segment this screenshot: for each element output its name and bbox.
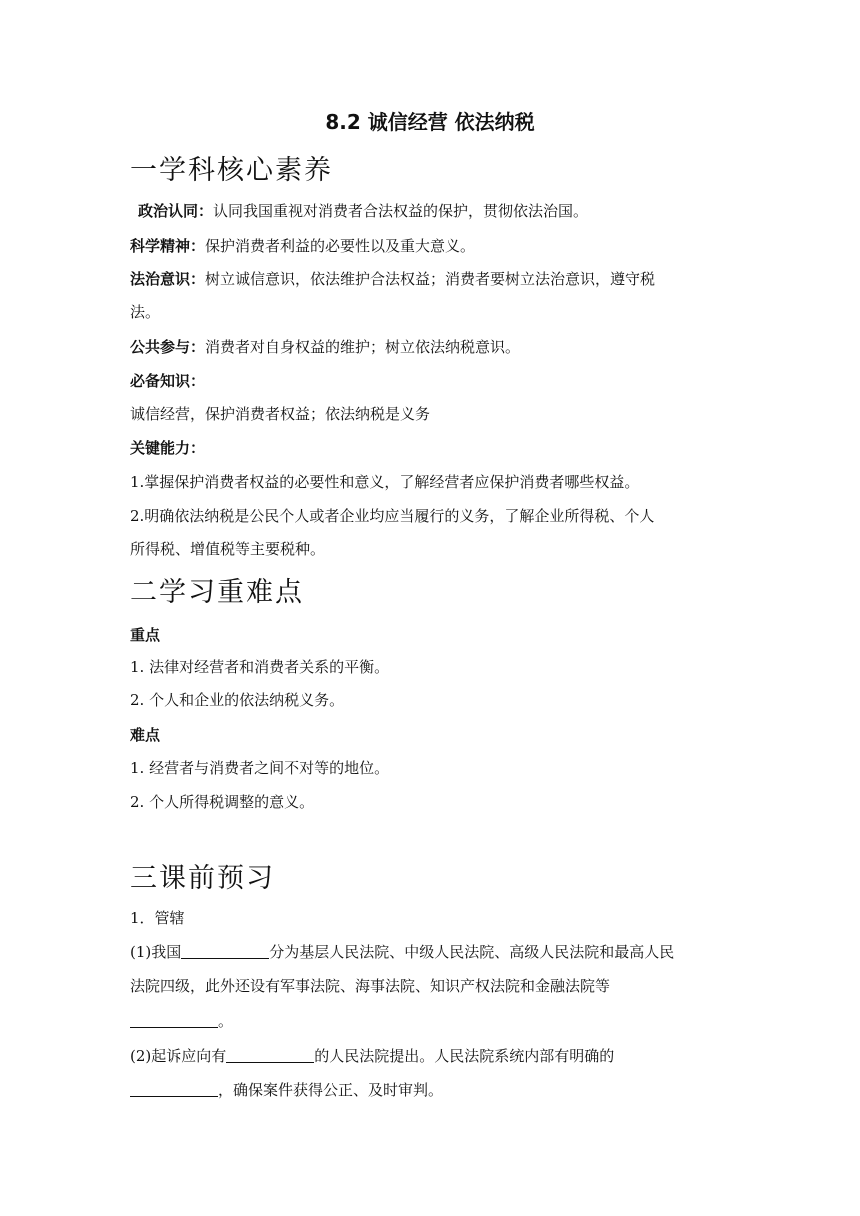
question-1-suffix: 分为基层人民法院、中级人民法院、高级人民法院和最高人民 (269, 943, 675, 961)
question-1-line-2: 法院四级，此外还设有军事法院、海事法院、知识产权法院和金融法院等 (130, 977, 611, 995)
section-heading-key-difficult-points: 二学习重难点 (130, 577, 304, 608)
section-heading-preview: 三课前预习 (130, 863, 275, 894)
text-key-ability-2-cont: 所得税、增值税等主要税种。 (130, 540, 326, 558)
paragraph-public-participation (130, 336, 740, 358)
label-rule-of-law: 法治意识： (130, 270, 206, 288)
question-1-end: 。 (218, 1012, 234, 1030)
question-2-end: ，确保案件获得公正、及时审判。 (218, 1081, 444, 1099)
text-focus-1: 1. 法律对经营者和消费者关系的平衡。 (130, 658, 390, 676)
section-heading-core-literacy: 一学科核心素养 (130, 155, 333, 186)
question-2-prefix: (2)起诉应向有 (130, 1047, 227, 1065)
question-2-suffix: 的人民法院提出。人民法院系统内部有明确的 (314, 1047, 615, 1065)
label-essential-knowledge: 必备知识： (130, 372, 206, 390)
label-difficulty: 难点 (130, 726, 161, 744)
text-scientific-spirit: 保护消费者利益的必要性以及重大意义。 (205, 237, 476, 255)
label-political-identity: 政治认同： (138, 202, 214, 220)
text-essential-knowledge: 诚信经营，保护消费者权益；依法纳税是义务 (130, 405, 431, 423)
text-rule-of-law: 树立诚信意识，依法维护合法权益；消费者要树立法治意识，遵守税 (205, 270, 656, 288)
text-difficulty-2: 2. 个人所得税调整的意义。 (130, 793, 315, 811)
fill-blank-1[interactable] (181, 943, 269, 959)
label-public-participation: 公共参与： (130, 338, 206, 356)
question-1-line-3 (130, 1010, 740, 1032)
text-key-ability-2: 2.明确依法纳税是公民个人或者企业均应当履行的义务，了解企业所得税、个人 (130, 507, 655, 525)
fill-blank-4[interactable] (130, 1081, 218, 1097)
text-item-jurisdiction: 1．管辖 (130, 909, 185, 927)
document-title: 8.2 诚信经营 依法纳税 (325, 110, 535, 134)
paragraph-rule-of-law (130, 268, 740, 290)
text-key-ability-1: 1.掌握保护消费者权益的必要性和意义，了解经营者应保护消费者哪些权益。 (130, 473, 640, 491)
text-difficulty-1: 1. 经营者与消费者之间不对等的地位。 (130, 759, 390, 777)
paragraph-rule-of-law-cont: 法。 (130, 303, 161, 321)
question-1-line-1 (130, 941, 740, 963)
label-focus: 重点 (130, 626, 161, 644)
text-focus-2: 2. 个人和企业的依法纳税义务。 (130, 691, 345, 709)
text-public-participation: 消费者对自身权益的维护；树立依法纳税意识。 (205, 338, 521, 356)
paragraph-scientific-spirit (130, 235, 740, 257)
paragraph-political-identity (138, 200, 748, 222)
fill-blank-3[interactable] (226, 1047, 314, 1063)
question-1-prefix: (1)我国 (130, 943, 182, 961)
question-2-line-1 (130, 1045, 740, 1067)
text-political-identity: 认同我国重视对消费者合法权益的保护，贯彻依法治国。 (213, 202, 589, 220)
label-key-abilities: 关键能力： (130, 439, 206, 457)
question-2-line-2 (130, 1079, 740, 1101)
fill-blank-2[interactable] (130, 1012, 218, 1028)
label-scientific-spirit: 科学精神： (130, 237, 206, 255)
